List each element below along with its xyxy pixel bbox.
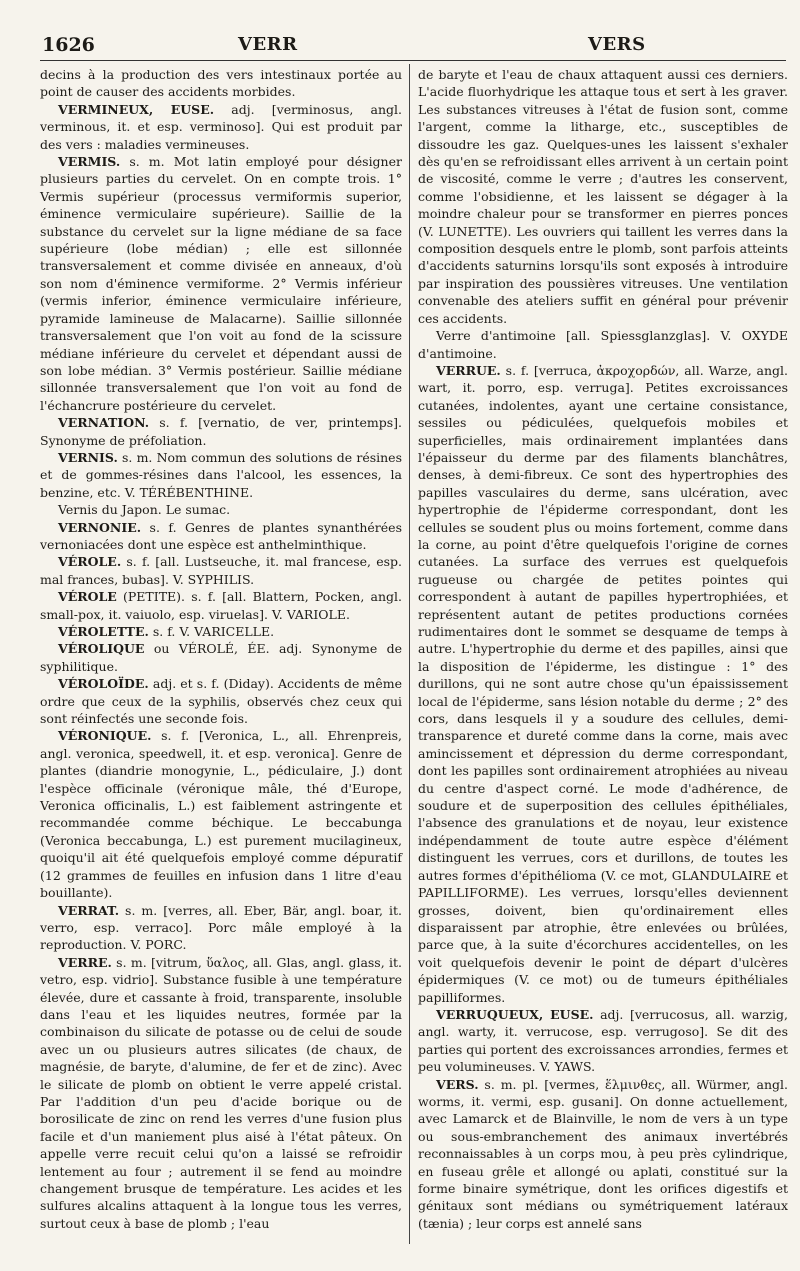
dictionary-entry — [40, 675, 402, 727]
dictionary-entry — [418, 362, 788, 1006]
entry-text: decins à la production des vers intestinaux portée au point de causer des accidents morbides. — [40, 67, 402, 100]
entry-headword: VERRUE. — [436, 362, 501, 378]
entry-text: s. m. pl. [vermes, ἕλμινθες, all. Würmer, angl. worms, it. vermi, esp. gusani]. On donne actuellement, avec Lamarck et de Blainville, le nom de vers à un type ou sous-embranchement des animaux invertébrés reconnaissables à un corps mou, à peu près cylindrique, en fuseau grêle et allongé ou aplati, constitué sur la forme binaire symétrique, dont les orifices digestifs et génitaux sont médians ou symétriquement latéraux (tænia) ; leur corps est annelé sans — [418, 1076, 788, 1231]
entry-headword: VERNATION. — [58, 415, 150, 431]
column-divider — [409, 64, 410, 1244]
right-running-headword: VERS — [588, 34, 646, 55]
page-number: 1626 — [42, 34, 95, 56]
entry-text: adj. et s. f. (Diday). Accidents de même ordre que ceux de la syphilis, observés chez ceux qui sont réinfectés une seconde fois. — [40, 676, 402, 727]
entry-text: s. m. [verres, all. Eber, Bär, angl. boar, it. verro, esp. verraco]. Porc mâle employé à la reproduction. V. PORC. — [40, 902, 402, 953]
entry-text: s. m. Nom commun des solutions de résines et de gommes-résines dans l'alcool, les essences, la benzine, etc. V. TÉRÉBENTHINE. — [40, 449, 402, 500]
entry-headword: VÉROLE — [58, 589, 117, 605]
entry-headword: VÉRONIQUE. — [58, 728, 152, 744]
dictionary-entry — [40, 101, 402, 153]
dictionary-entry — [40, 623, 402, 640]
left-column — [40, 66, 402, 1232]
entry-headword: VERRE. — [58, 954, 112, 970]
entry-text: s. f. V. VARICELLE. — [148, 624, 275, 639]
entry-headword: VERRAT. — [58, 902, 120, 918]
dictionary-entry — [40, 640, 402, 675]
dictionary-entry — [40, 727, 402, 901]
dictionary-entry — [418, 66, 788, 327]
entry-text: de baryte et l'eau de chaux attaquent aussi ces derniers. L'acide fluorhydrique les attaque tous et sert à les graver. Les substances vitreuses à l'état de fusion sont, comme l'argent, comme la litharge, etc., susceptibles de dissoudre les gaz. Quelques-unes les laissent s'exhaler dès qu'en se refroidissant elles arrivent à un certain point de viscosité, comme le verre ; d'autres les conservent, comme l'obsidienne, et les laissent se dégager à la moindre chaleur pour se transformer en pierres ponces (V. LUNETTE). Les ouvriers qui taillent les verres dans la composition desquels entre le plomb, sont parfois atteints d'accidents saturnins lorsqu'ils sont exposés à introduire par inspiration des poussières vitreuses. Une ventilation convenable des ateliers suffit en général pour prévenir ces accidents. — [418, 67, 788, 326]
entry-text: Verre d'antimoine [all. Spiessglanzglas]. V. OXYDE d'antimoine. — [418, 328, 788, 361]
dictionary-entry — [40, 501, 402, 518]
dictionary-entry — [40, 519, 402, 554]
entry-headword: VÉROLIQUE — [58, 641, 145, 657]
entry-text: s. m. [vitrum, ὕαλος, all. Glas, angl. glass, it. vetro, esp. vidrio]. Substance fusible à une température élevée, dure et cassante à froid, transparente, insoluble dans l'eau et les liquides neutres, formée par la combinaison du silicate de potasse ou de celui de soude avec un ou plusieurs autres silicates (de chaux, de magnésie, de baryte, d'alumine, de fer et de zinc). Avec le silicate de plomb on obtient le verre appelé cristal. Par l'addition d'un peu d'acide borique ou de borosilicate de zinc on rend les verres d'une fusion plus facile et d'un maniement plus aisé à l'état pâteux. On appelle verre recuit celui qu'on a laissé se refroidir lentement au four ; autrement il se fend au moindre changement brusque de température. Les acides et les sulfures alcalins attaquent à la longue tous les verres, surtout ceux à base de plomb ; l'eau — [40, 954, 402, 1231]
dictionary-entry — [40, 414, 402, 449]
entry-headword: VERRUQUEUX, EUSE. — [436, 1006, 594, 1022]
entry-headword: VÉROLOÏDE. — [58, 676, 149, 692]
entry-text: s. m. Mot latin employé pour désigner plusieurs parties du cervelet. On en compte trois. 1° Vermis supérieur (processus vermiformis superior, éminence vermiculaire supérieure). Saillie de la substance du cervelet sur la ligne médiane de sa face supérieure (lobe médian) ; elle est sillonnée transversalement et comme divisée en anneaux, d'où son nom d'éminence vermiforme. 2° Vermis inférieur (vermis inferior, éminence vermiculaire inférieure, pyramide lamineuse de Malacarne). Saillie sillonnée transversalement que l'on voit au fond de la scissure médiane inférieure du cervelet et dépendant aussi de son lobe médian. 3° Vermis postérieur. Saillie médiane sillonnée transversalement que l'on voit au fond de l'échancrure postérieure du cervelet. — [40, 154, 402, 413]
entry-text: s. f. Genres de plantes synanthérées vernoniacées dont une espèce est anthelminthique. — [40, 519, 402, 552]
entry-text: Vernis du Japon. Le sumac. — [58, 502, 231, 518]
right-column — [418, 66, 788, 1232]
dictionary-entry — [418, 327, 788, 362]
dictionary-entry — [40, 902, 402, 954]
entry-text: s. f. [vernatio, de ver, printemps]. Synonyme de préfoliation. — [40, 415, 402, 448]
entry-headword: VERNIS. — [58, 449, 118, 465]
left-running-headword: VERR — [238, 34, 298, 55]
entry-text: s. f. [all. Lustseuche, it. mal francese, esp. mal frances, bubas]. V. SYPHILIS. — [40, 554, 402, 587]
entry-headword: VÉROLETTE. — [58, 624, 149, 639]
dictionary-entry — [418, 1076, 788, 1233]
entry-headword: VERS. — [436, 1076, 479, 1092]
entry-headword: VÉROLE. — [58, 554, 122, 570]
entry-text: s. f. [Veronica, L., all. Ehrenpreis, angl. veronica, speedwell, it. et esp. veronica]. Genre de plantes (diandrie monogynie, L., pédiculaire, J.) dont l'espèce officinale (véronique mâle, thé d'Europe, Veronica officinalis, L.) est faiblement astringente et recommandée comme béchique. Le beccabunga (Veronica beccabunga, L.) est purement mucilagineux, quoiqu'il ait été quelquefois employé comme dépuratif (12 grammes de feuilles en infusion dans 1 litre d'eau bouillante). — [40, 728, 402, 901]
dictionary-entry — [40, 588, 402, 623]
entry-text: s. f. [verruca, ἀκροχορδών, all. Warze, angl. wart, it. porro, esp. verruga]. Petites excroissances cutanées, indolentes, ayant une certaine consistance, sessiles ou pédiculées, quelquefois mobiles et superficielles, mais ordinairement implantées dans l'épaisseur du derme par des filaments blanchâtres, denses, à demi-fibreux. Ce sont des hypertrophies des papilles vasculaires du derme, sans ulcération, avec hypertrophie de l'épiderme correspondant, dont les cellules se soudent plus ou moins fortement, comme dans la corne, au point d'être quelquefois l'origine de cornes cutanées. La surface des verrues est quelquefois rugueuse ou chargée de petites pointes qui correspondent à autant de papilles hypertrophiées, et représentent autant de petites productions cornées rudimentaires dont le sommet se desquame de temps à autre. L'hypertrophie du derme et des papilles, ainsi que la disposition de l'épiderme, les distingue : 1° des durillons, qui ne sont autre chose qu'un épaississement local de l'épiderme, sans lésion notable du derme ; 2° des cors, dans lesquels il y a soudure des cellules, demi-transparence et dureté comme dans la corne, mais avec amincissement et dépression du derme correspondant, dont les papilles sont ordinairement atrophiées au niveau du centre d'aspect corné. Le mode d'adhérence, de soudure et de superposition des cellules épithéliales, l'absence des granulations et de noyau, leur existence indépendamment de toute autre espèce d'élément distinguent les verrues, cors et durillons, de toutes les autres formes d'épithélioma (V. ce mot, GLANDULAIRE et PAPILLIFORME). Les verrues, lorsqu'elles deviennent grosses, doivent, bien qu'ordinairement elles disparaissent par atrophie, être enlevées ou brûlées, parce que, à la suite d'écorchures accidentelles, on les voit quelquefois devenir le point de départ d'ulcères épidermiques (V. ce mot) ou de tumeurs épithéliales papilliformes. — [418, 362, 788, 1005]
entry-headword: VERMIS. — [58, 154, 121, 170]
dictionary-entry — [40, 153, 402, 414]
entry-text: adj. [verrucosus, all. warzig, angl. warty, it. verrucose, esp. verrugoso]. Se dit des parties qui portent des excroissances arrondies, fermes et peu volumineuses. V. YAWS. — [418, 1006, 788, 1075]
dictionary-entry — [40, 954, 402, 1233]
entry-headword: VERNONIE. — [58, 519, 142, 535]
dictionary-entry — [40, 66, 402, 101]
running-header — [40, 30, 786, 61]
entry-text: (PETITE). s. f. [all. Blattern, Pocken, angl. small-pox, it. vaiuolo, esp. viruelas]. V. VARIOLE. — [40, 589, 402, 622]
dictionary-entry — [40, 553, 402, 588]
entry-text: adj. [verminosus, angl. verminous, it. et esp. verminoso]. Qui est produit par des vers : maladies vermineuses. — [40, 101, 402, 152]
dictionary-entry — [418, 1006, 788, 1076]
dictionary-entry — [40, 449, 402, 501]
entry-headword: VERMINEUX, EUSE. — [58, 101, 215, 117]
entry-text: ou VÉROLÉ, ÉE. adj. Synonyme de syphilitique. — [40, 641, 402, 674]
